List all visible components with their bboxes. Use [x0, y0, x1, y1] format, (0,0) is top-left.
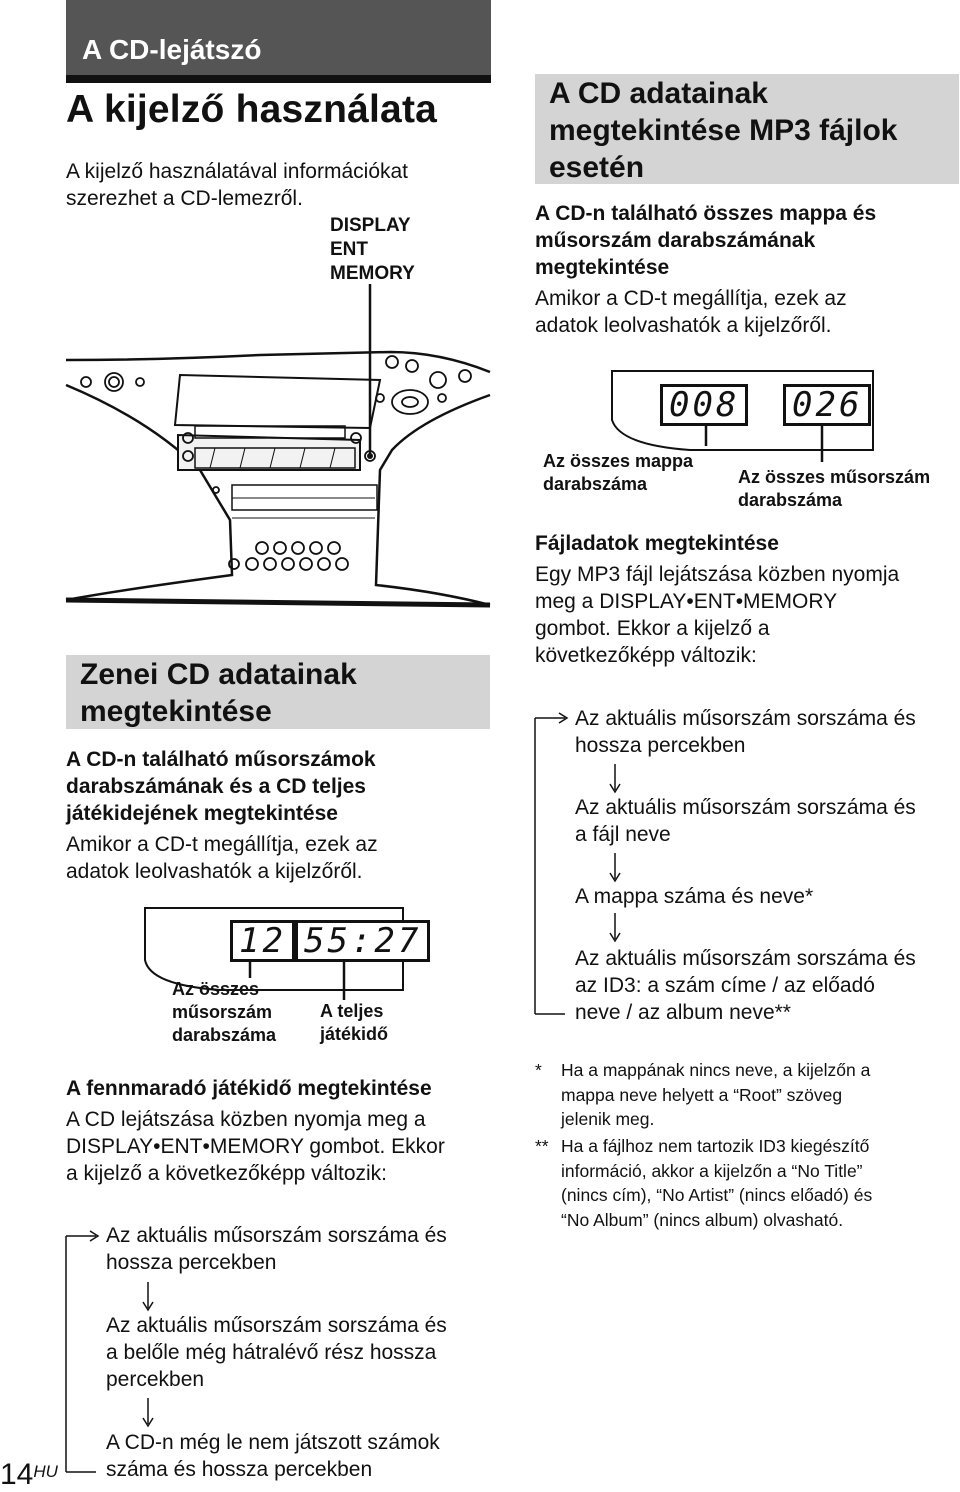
intro-text: A kijelző használatával információkat szerezhet a CD-lemezről.: [66, 160, 409, 210]
mp3-flow-step-3: A mappa száma és neve*: [575, 885, 814, 908]
music-cd-track-count-label: Az összes műsorszám darabszáma: [172, 979, 277, 1045]
music-cd-total-time-label: A teljes játékidő: [320, 1001, 389, 1044]
footnote-1-mark: *: [535, 1060, 542, 1080]
mp3-sub1-body: Amikor a CD-t megállítja, ezek az adatok leolvashatók a kijelzőről.: [535, 287, 847, 337]
language-code: HU: [33, 1462, 58, 1481]
footnote-2: ** Ha a fájlhoz nem tartozik ID3 kiegészítő információ, akkor a kijelzőn a “No Title” (nincs cím), “No Artist” (nincs előadó) és “No Album” (nincs album) olvasható.: [535, 1136, 873, 1230]
music-cd-flow-step-2: Az aktuális műsorszám sorszáma és a belőle még hátralévő rész hossza percekben: [106, 1314, 447, 1391]
display-button-callout: DISPLAY ENT MEMORY: [330, 215, 415, 284]
music-cd-sub1-title: A CD-n található műsorszámok darabszámának és a CD teljes játékidejének megtekintése: [66, 748, 376, 825]
music-cd-sub1-body: Amikor a CD-t megállítja, ezek az adatok leolvashatók a kijelzőről.: [66, 833, 378, 883]
mp3-sub1-title: A CD-n található összes mappa és műsorszám darabszámának megtekintése: [535, 202, 877, 279]
mp3-track-count-label: Az összes műsorszám darabszáma: [738, 467, 931, 510]
mp3-flow-step-4: Az aktuális műsorszám sorszáma és az ID3: a szám címe / az előadó neve / az album neve**: [575, 947, 916, 1024]
mp3-heading-box: [535, 74, 959, 184]
music-cd-heading-box: [66, 655, 490, 729]
music-cd-total-time-display: 55:27: [295, 920, 430, 962]
mp3-track-count-display: 026: [783, 384, 871, 426]
mp3-folder-count-display: 008: [660, 384, 748, 426]
music-cd-flow-step-1: Az aktuális műsorszám sorszáma és hossza percekben: [106, 1224, 447, 1274]
music-cd-heading: Zenei CD adatainak megtekintése: [80, 658, 357, 728]
mp3-heading: A CD adatainak megtekintése MP3 fájlok esetén: [549, 77, 898, 184]
page-title: A kijelző használata: [66, 88, 438, 131]
mp3-folder-count-label: Az összes mappa darabszáma: [543, 451, 694, 494]
music-cd-sub2-body: A CD lejátszása közben nyomja meg a DISPLAY•ENT•MEMORY gombot. Ekkor a kijelző a következőképp változik:: [66, 1108, 445, 1185]
mp3-sub2-body: Egy MP3 fájl lejátszása közben nyomja meg a DISPLAY•ENT•MEMORY gombot. Ekkor a kijelző a következőképp változik:: [535, 563, 900, 667]
footnote-1: * Ha a mappának nincs neve, a kijelzőn a mappa neve helyett a “Root” szöveg jelenik meg.: [535, 1060, 871, 1129]
section-bar: [66, 0, 491, 75]
page-number: $14^{HU}$: [0, 1458, 58, 1491]
footnote-2-mark: **: [535, 1136, 549, 1156]
mp3-sub2-title: Fájladatok megtekintése: [535, 532, 779, 555]
mp3-flow-step-2: Az aktuális műsorszám sorszáma és a fájl neve: [575, 796, 916, 846]
music-cd-sub2-title: A fennmaradó játékidő megtekintése: [66, 1077, 432, 1100]
section-rule: [66, 75, 491, 83]
music-cd-track-count-display: 12: [230, 920, 295, 962]
music-cd-flow-step-3: A CD-n még le nem játszott számok száma és hossza percekben: [106, 1431, 440, 1481]
mp3-flow-step-1: Az aktuális műsorszám sorszáma és hossza percekben: [575, 707, 916, 757]
section-title: A CD-lejátszó: [82, 34, 262, 65]
